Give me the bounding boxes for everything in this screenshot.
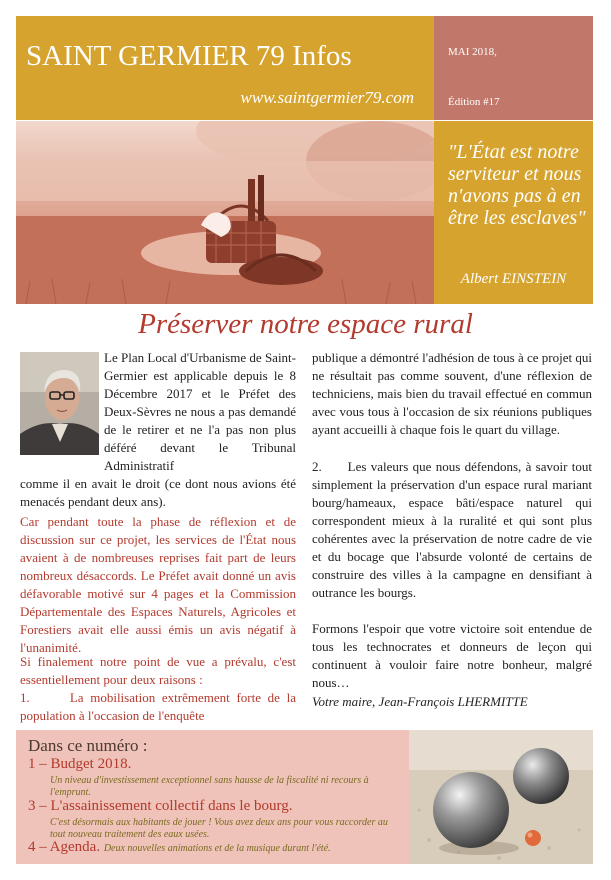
toc-title: Dans ce numéro : xyxy=(28,736,148,755)
article-paragraph-7: Formons l'espoir que votre victoire soit entendue de tous les technocrates et donneurs de leçon qui continuent à vouloir faire notre bonheur, malgré nous… xyxy=(312,621,592,690)
hero-picnic-photo xyxy=(16,121,434,304)
article-paragraph-6: 2. Les valeurs que nous défendons, à savoir tout simplement la préservation d'un espace rural mariant bourg/hameaux, espace bâti/espace naturel qui correspondent mieux à la ruralité et qui sont plus cohérentes avec la préservation de notre cadre de vie et du bocage que l'absurde volonté de certains de construire des villes à la campagne en densifiant à outrance les bourgs. xyxy=(312,459,592,600)
article-paragraph-1-wrap: Le Plan Local d'Urbanisme de Saint-Germier est applicable depuis le 8 Décembre 2017 et le Préfet des Deux-Sèvres ne nous a pas demandé de le retirer et ne l'a pas non plus déféré devant le Tribunal Administratif xyxy=(104,350,296,473)
petanque-illustration xyxy=(409,730,593,864)
header-title-box xyxy=(16,16,434,120)
toc-desc-agenda: Deux nouvelles animations et de la musique durant l'été. xyxy=(103,843,331,854)
quote-box xyxy=(434,121,593,304)
quote-text: "L'État est notre serviteur et nous n'avons pas à en être les esclaves" xyxy=(448,141,586,229)
toc-item-assainissement[interactable]: 3 – L'assainissement collectif dans le bourg. xyxy=(28,798,293,814)
article-paragraph-2: Car pendant toute la phase de réflexion et de discussion sur ce projet, les services de l'État nous avaient à de nombreuses reprises fait part de leurs nombreux désaccords. Le Préfet avait donné un avis défavorable motivé sur 4 pages et la Commission Départementale des Espaces Naturels, Agricoles et Forestiers avait elle aussi émis un avis négatif à l'unanimité. xyxy=(20,514,296,655)
header-date-box xyxy=(434,16,593,120)
article-paragraph-4: 1. La mobilisation extrêmement forte de la population à l'occasion de l'enquête xyxy=(20,690,296,723)
quote-author: Albert EINSTEIN xyxy=(460,271,567,287)
article-signature: Votre maire, Jean-François LHERMITTE xyxy=(312,694,528,709)
toc-item-agenda[interactable] xyxy=(28,839,331,856)
toc-label-agenda: 4 – Agenda. xyxy=(28,839,101,855)
toc-desc-assainissement: C'est désormais aux habitants de jouer ! Vous avez deux ans pour vous raccorder au tout nouveau traitement des eaux usées. xyxy=(50,817,388,840)
table-of-contents xyxy=(16,730,409,864)
article-title: Préserver notre espace rural xyxy=(138,308,473,340)
article-paragraph-1-rest: comme il en avait le droit (ce dont nous avions été menacés pendant deux ans). xyxy=(20,476,296,509)
issue-date: MAI 2018, xyxy=(448,46,497,58)
issue-edition: Édition #17 xyxy=(448,96,500,108)
toc-item-budget[interactable]: 1 – Budget 2018. xyxy=(28,756,132,772)
picnic-illustration xyxy=(16,121,434,304)
article-paragraph-3: Si finalement notre point de vue a prévalu, c'est essentiellement pour deux raisons : xyxy=(20,654,296,687)
article-paragraph-5: publique a démontré l'adhésion de tous à ce projet qui ne résultait pas comme souvent, d'une réflexion de techniciens, mais bien du travail effectué en commun avec vous tous à l'occasion de six réunions publiques ayant accueilli à chaque fois le quart du village. xyxy=(312,350,592,437)
toc-desc-budget: Un niveau d'investissement exceptionnel sans hausse de la fiscalité ni recours à l'emprunt. xyxy=(50,775,369,798)
petanque-photo xyxy=(409,730,593,864)
mayor-portrait-illustration xyxy=(20,352,99,455)
site-title: SAINT GERMIER 79 Infos xyxy=(26,40,352,72)
mayor-portrait xyxy=(20,352,99,455)
site-url[interactable]: www.saintgermier79.com xyxy=(240,88,414,107)
